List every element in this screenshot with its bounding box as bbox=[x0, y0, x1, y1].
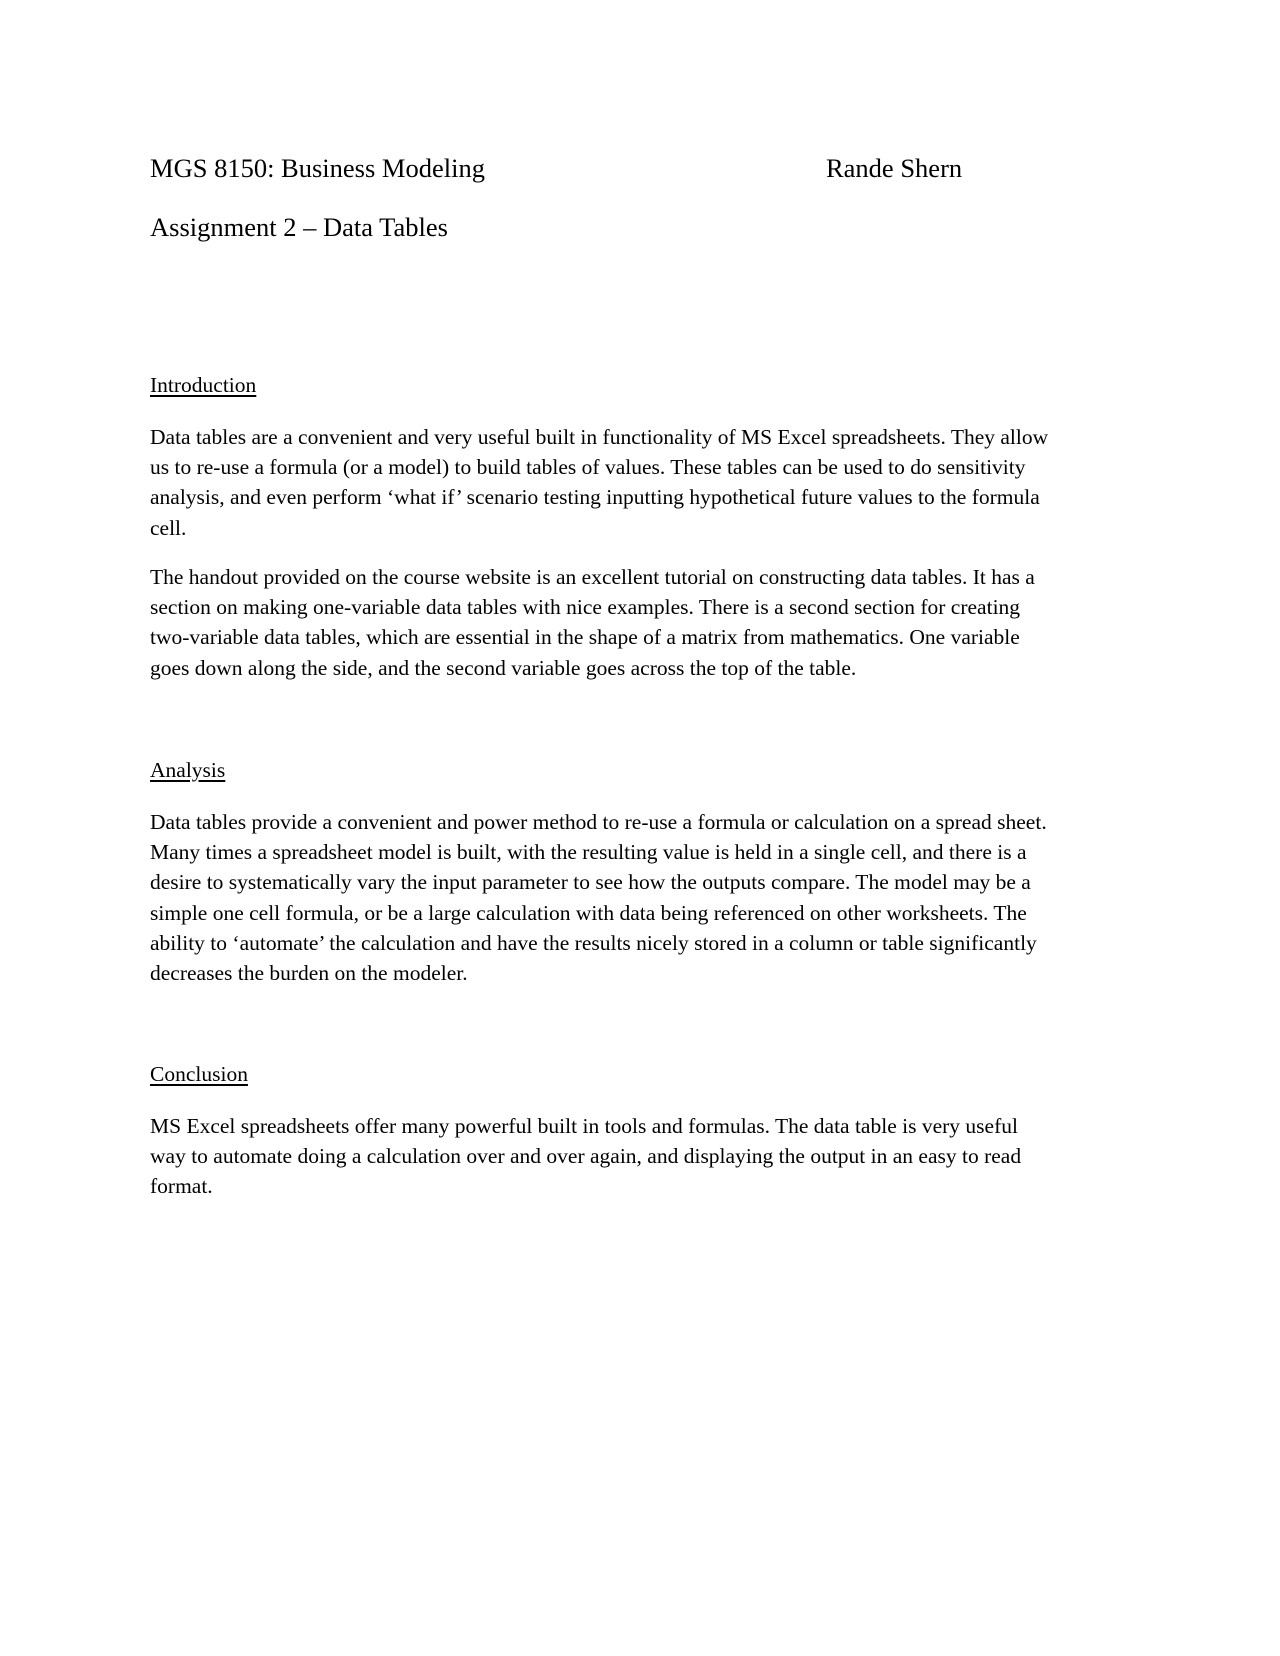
text-line: The handout provided on the course website is an excellent tutorial on constructing data tables. It has a bbox=[150, 565, 1035, 589]
course-title: MGS 8150: Business Modeling bbox=[150, 153, 485, 183]
conclusion-paragraph-1 bbox=[150, 1111, 1130, 1202]
text-line: Many times a spreadsheet model is built, with the resulting value is held in a single cell, and there is a bbox=[150, 840, 1027, 865]
text-line: simple one cell formula, or be a large calculation with data being referenced on other worksheets. The bbox=[150, 900, 1027, 925]
assignment-title: Assignment 2 – Data Tables bbox=[150, 212, 448, 242]
text-line: cell. bbox=[150, 515, 187, 540]
text-line: analysis, and even perform ‘what if’ scenario testing inputting hypothetical future values to the formula bbox=[150, 485, 1040, 510]
analysis-paragraph-1 bbox=[150, 807, 1130, 988]
text-line: two-variable data tables, which are essential in the shape of a matrix from mathematics. One variable bbox=[150, 625, 1020, 650]
text-line: decreases the burden on the modeler. bbox=[150, 961, 468, 986]
text-line: MS Excel spreadsheets offer many powerful built in tools and formulas. The data table is very useful bbox=[150, 1114, 1018, 1138]
conclusion-heading: Conclusion bbox=[150, 1062, 248, 1086]
text-line: format. bbox=[150, 1174, 213, 1199]
author-name: Rande Shern bbox=[826, 153, 963, 183]
introduction-paragraph-2 bbox=[150, 562, 1130, 683]
text-line: us to re-use a formula (or a model) to build tables of values. These tables can be used to do sensitivity bbox=[150, 455, 1026, 480]
text-line: way to automate doing a calculation over and over again, and displaying the output in an easy to read bbox=[150, 1144, 1022, 1169]
text-line: Data tables are a convenient and very useful built in functionality of MS Excel spreadsheets. They allow bbox=[150, 425, 1049, 449]
text-line: desire to systematically vary the input parameter to see how the outputs compare. The model may be a bbox=[150, 870, 1031, 895]
text-line: goes down along the side, and the second variable goes across the top of the table. bbox=[150, 655, 857, 680]
text-line: Data tables provide a convenient and power method to re-use a formula or calculation on a spread sheet. bbox=[150, 810, 1047, 834]
analysis-heading: Analysis bbox=[150, 758, 226, 782]
introduction-heading: Introduction bbox=[150, 373, 257, 397]
introduction-paragraph-1 bbox=[150, 422, 1130, 543]
text-line: ability to ‘automate’ the calculation and have the results nicely stored in a column or table significantly bbox=[150, 930, 1037, 955]
text-line: section on making one-variable data tables with nice examples. There is a second section for creating bbox=[150, 595, 1021, 620]
